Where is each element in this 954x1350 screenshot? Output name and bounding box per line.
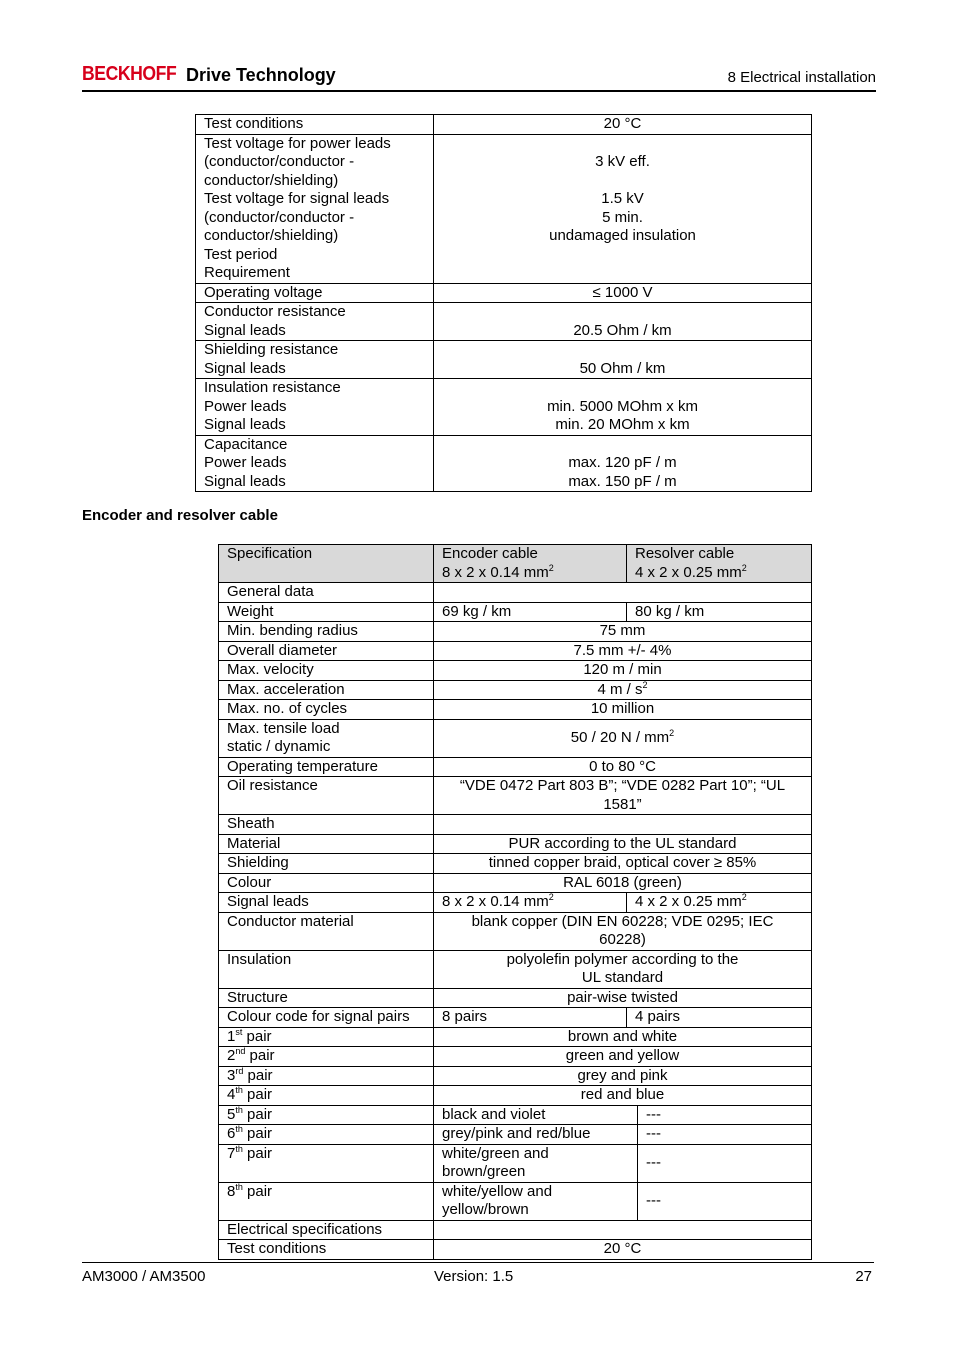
table-row bbox=[219, 815, 812, 835]
table-cell bbox=[434, 379, 812, 436]
table-cell: PUR according to the UL standard bbox=[434, 834, 812, 854]
cell-text: 2 bbox=[227, 1047, 236, 1064]
table-row bbox=[219, 641, 812, 661]
table-cell: 20.5 Ohm / km bbox=[434, 303, 812, 341]
cell-line: Signal leads bbox=[204, 359, 286, 377]
table-cell: --- bbox=[638, 1182, 812, 1220]
cell-text: 8 x 2 x 0.14 mm bbox=[442, 893, 549, 910]
table-cell bbox=[219, 1105, 434, 1125]
page-number: 27 bbox=[855, 1268, 872, 1285]
cell-line: yellow/brown bbox=[442, 1201, 529, 1218]
table-row bbox=[219, 950, 812, 988]
table-cell: 0 to 80 °C bbox=[434, 757, 812, 777]
superscript: th bbox=[235, 1124, 243, 1134]
cell-text: 50 / 20 N / mm bbox=[570, 728, 670, 746]
superscript: th bbox=[235, 1181, 243, 1192]
table-cell: Test conditions bbox=[219, 1240, 434, 1260]
table-cell: 69 kg / km bbox=[434, 602, 627, 622]
cell-text: pair bbox=[247, 1105, 273, 1123]
table-row bbox=[219, 1027, 812, 1047]
table-cell: 8 pairs bbox=[434, 1008, 627, 1028]
table-row bbox=[196, 115, 812, 135]
table-row bbox=[196, 134, 812, 283]
table-cell: 120 m / min bbox=[434, 661, 812, 681]
table-cell: 20 °C bbox=[434, 115, 812, 135]
superscript: 2 bbox=[642, 679, 648, 690]
table-cell: Sheath bbox=[219, 815, 434, 835]
cell-line: Power leads bbox=[204, 397, 287, 415]
cell-line: 1581” bbox=[603, 795, 642, 813]
cell-text: pair bbox=[247, 1182, 273, 1200]
table-cell: Test conditions bbox=[196, 115, 434, 135]
table-cell bbox=[434, 1220, 812, 1240]
cell-text: pair bbox=[247, 1144, 273, 1162]
table-cell: 10 million bbox=[434, 700, 812, 720]
table-row bbox=[196, 379, 812, 436]
brand-subtitle: Drive Technology bbox=[186, 65, 336, 85]
cell-line: 5 min. bbox=[602, 208, 643, 226]
table-cell bbox=[219, 1066, 434, 1086]
table-cell bbox=[219, 1047, 434, 1067]
table-cell bbox=[219, 719, 434, 757]
table-cell: grey and pink bbox=[434, 1066, 812, 1086]
table-cell: red and blue bbox=[434, 1086, 812, 1106]
cell-text: 7 bbox=[227, 1144, 236, 1162]
table-cell bbox=[434, 950, 812, 988]
cell-text: 1 bbox=[227, 1027, 236, 1045]
table-row bbox=[219, 757, 812, 777]
table-cell bbox=[434, 583, 812, 603]
table-row bbox=[219, 583, 812, 603]
table-cell: Material bbox=[219, 834, 434, 854]
header-cell bbox=[627, 545, 812, 583]
cell-line: Signal leads bbox=[204, 321, 286, 339]
table-cell bbox=[434, 719, 812, 757]
table-row bbox=[219, 661, 812, 681]
superscript: 2 bbox=[741, 562, 747, 573]
table-row bbox=[196, 283, 812, 303]
table-cell: Oil resistance bbox=[219, 777, 434, 815]
cell-line: min. 20 MOhm x km bbox=[555, 416, 690, 433]
table-cell: 80 kg / km bbox=[627, 602, 812, 622]
table-cell bbox=[219, 1027, 434, 1047]
cell-text: 4 x 2 x 0.25 mm bbox=[635, 893, 742, 910]
cell-line: blank copper (DIN EN 60228; VDE 0295; IEC bbox=[471, 912, 774, 930]
cell-line: Conductor resistance bbox=[204, 303, 346, 320]
table-header-row bbox=[219, 545, 812, 583]
cell-line: 60228) bbox=[599, 931, 646, 948]
table-cell bbox=[627, 893, 812, 913]
table-row bbox=[219, 602, 812, 622]
superscript: th bbox=[235, 1104, 243, 1115]
cell-line: Shielding resistance bbox=[204, 341, 339, 358]
table-cell bbox=[434, 777, 812, 815]
cell-text: 4 x 2 x 0.25 mm bbox=[635, 563, 742, 581]
table-row bbox=[196, 341, 812, 379]
cell-line: 3 kV eff. bbox=[595, 153, 650, 170]
cell-line: polyolefin polymer according to the bbox=[506, 950, 739, 968]
table-cell: 50 Ohm / km bbox=[434, 341, 812, 379]
table-row bbox=[219, 622, 812, 642]
table-cell: Max. acceleration bbox=[219, 680, 434, 700]
table-cell bbox=[219, 1182, 434, 1220]
cell-text: 8 bbox=[227, 1182, 236, 1200]
table-cell: RAL 6018 (green) bbox=[434, 873, 812, 893]
cell-text: 5 bbox=[227, 1105, 236, 1123]
table-cell bbox=[434, 680, 812, 700]
cell-line: UL standard bbox=[581, 969, 664, 986]
cell-line: undamaged insulation bbox=[549, 227, 696, 244]
table-cell bbox=[434, 134, 812, 283]
table-cell bbox=[219, 1086, 434, 1106]
table-cell bbox=[219, 1125, 434, 1145]
section-title: Encoder and resolver cable bbox=[82, 507, 278, 524]
superscript: nd bbox=[235, 1046, 246, 1056]
footer-product: AM3000 / AM3500 bbox=[82, 1268, 206, 1285]
table-row bbox=[219, 700, 812, 720]
table-cell: General data bbox=[219, 583, 434, 603]
cell-line: Encoder cable bbox=[442, 545, 538, 562]
cell-line: max. 120 pF / m bbox=[568, 454, 677, 471]
table-cell: pair-wise twisted bbox=[434, 988, 812, 1008]
table-cell: Operating temperature bbox=[219, 757, 434, 777]
cell-line: “VDE 0472 Part 803 B”; “VDE 0282 Part 10”; “UL bbox=[459, 777, 786, 794]
cell-text: pair bbox=[247, 1086, 273, 1103]
table-cell bbox=[196, 379, 434, 436]
table-row bbox=[196, 435, 812, 492]
table-row bbox=[219, 1105, 812, 1125]
table-cell bbox=[434, 1182, 638, 1220]
page-footer bbox=[82, 1262, 874, 1285]
cell-line: (conductor/conductor - bbox=[204, 208, 355, 226]
cell-line: 1.5 kV bbox=[601, 190, 644, 207]
table-cell: tinned copper braid, optical cover ≥ 85% bbox=[434, 854, 812, 874]
superscript: rd bbox=[235, 1065, 244, 1076]
cell-line: Capacitance bbox=[204, 435, 288, 453]
table-cell: Max. velocity bbox=[219, 661, 434, 681]
table-row bbox=[219, 1066, 812, 1086]
footer-version: Version: 1.5 bbox=[434, 1268, 514, 1285]
table-cell: Signal leads bbox=[219, 893, 434, 913]
superscript: 2 bbox=[669, 727, 675, 738]
table-cell: Shielding bbox=[219, 854, 434, 874]
cell-text: 6 bbox=[227, 1125, 236, 1142]
table-row bbox=[219, 873, 812, 893]
cell-line: max. 150 pF / m bbox=[568, 472, 677, 490]
cell-line: (conductor/conductor - bbox=[204, 153, 355, 170]
cell-text: pair bbox=[246, 1027, 272, 1045]
cell-line: conductor/shielding) bbox=[204, 227, 339, 244]
table-row bbox=[219, 893, 812, 913]
test-spec-table bbox=[195, 114, 812, 492]
beckhoff-logo: BECKHOFF bbox=[82, 63, 177, 85]
table-cell: grey/pink and red/blue bbox=[434, 1125, 638, 1145]
table-cell: 75 mm bbox=[434, 622, 812, 642]
table-cell bbox=[434, 815, 812, 835]
cell-line: Signal leads bbox=[204, 472, 286, 490]
table-cell: Operating voltage bbox=[196, 283, 434, 303]
superscript: 2 bbox=[548, 892, 554, 902]
table-cell: --- bbox=[638, 1144, 812, 1182]
cell-text: 4 bbox=[227, 1086, 236, 1103]
cell-line: Test voltage for power leads bbox=[204, 134, 391, 152]
table-row bbox=[219, 1086, 812, 1106]
superscript: st bbox=[235, 1026, 243, 1037]
cell-line: min. 5000 MOhm x km bbox=[547, 397, 698, 415]
table-cell: 20 °C bbox=[434, 1240, 812, 1260]
table-row bbox=[219, 719, 812, 757]
header-cell bbox=[434, 545, 627, 583]
table-cell: 7.5 mm +/- 4% bbox=[434, 641, 812, 661]
cell-line: Resolver cable bbox=[635, 545, 735, 562]
cell-line: conductor/shielding) bbox=[204, 171, 339, 189]
table-cell: Conductor material bbox=[219, 912, 434, 950]
page-header bbox=[82, 60, 876, 92]
superscript: th bbox=[235, 1143, 243, 1154]
table-cell: Min. bending radius bbox=[219, 622, 434, 642]
table-cell: Weight bbox=[219, 602, 434, 622]
table-cell: Structure bbox=[219, 988, 434, 1008]
cell-line: static / dynamic bbox=[227, 738, 331, 755]
cell-line: brown/green bbox=[442, 1163, 526, 1180]
cell-line: Insulation resistance bbox=[204, 379, 341, 396]
table-cell: Overall diameter bbox=[219, 641, 434, 661]
table-row bbox=[219, 1047, 812, 1067]
cell-line: Signal leads bbox=[204, 416, 286, 433]
cell-line: Power leads bbox=[204, 454, 287, 471]
table-cell bbox=[219, 1144, 434, 1182]
table-cell: green and yellow bbox=[434, 1047, 812, 1067]
cell-text: 8 x 2 x 0.14 mm bbox=[442, 563, 549, 581]
table-cell bbox=[434, 435, 812, 492]
cell-line: Test voltage for signal leads bbox=[204, 190, 390, 207]
table-row bbox=[219, 988, 812, 1008]
table-cell: Max. no. of cycles bbox=[219, 700, 434, 720]
table-cell bbox=[434, 1144, 638, 1182]
table-row bbox=[219, 1240, 812, 1260]
table-cell: --- bbox=[638, 1105, 812, 1125]
cell-line: white/green and bbox=[442, 1144, 549, 1162]
table-cell bbox=[434, 893, 627, 913]
table-row bbox=[219, 1125, 812, 1145]
superscript: 2 bbox=[548, 562, 554, 573]
superscript: th bbox=[235, 1085, 243, 1095]
table-row bbox=[219, 854, 812, 874]
cell-line: Requirement bbox=[204, 264, 290, 281]
table-row bbox=[219, 680, 812, 700]
table-cell bbox=[196, 303, 434, 341]
table-row bbox=[219, 912, 812, 950]
table-cell: Electrical specifications bbox=[219, 1220, 434, 1240]
table-row bbox=[219, 834, 812, 854]
table-cell: brown and white bbox=[434, 1027, 812, 1047]
cell-line: white/yellow and bbox=[442, 1182, 553, 1200]
cell-line bbox=[635, 564, 803, 583]
table-row bbox=[219, 1008, 812, 1028]
table-cell: 4 pairs bbox=[627, 1008, 812, 1028]
cell-line bbox=[442, 564, 618, 583]
table-cell bbox=[196, 435, 434, 492]
superscript: 2 bbox=[741, 892, 747, 902]
table-row bbox=[196, 303, 812, 341]
table-cell: black and violet bbox=[434, 1105, 638, 1125]
table-row bbox=[219, 1220, 812, 1240]
table-cell: Colour bbox=[219, 873, 434, 893]
cell-text: pair bbox=[249, 1047, 275, 1064]
table-cell bbox=[196, 134, 434, 283]
table-cell: Colour code for signal pairs bbox=[219, 1008, 434, 1028]
table-cell: ≤ 1000 V bbox=[434, 283, 812, 303]
table-cell: Insulation bbox=[219, 950, 434, 988]
chapter-title: 8 Electrical installation bbox=[727, 69, 876, 86]
table-row bbox=[219, 1144, 812, 1182]
table-cell: --- bbox=[638, 1125, 812, 1145]
table-row bbox=[219, 777, 812, 815]
table-row bbox=[219, 1182, 812, 1220]
cell-text: pair bbox=[247, 1125, 273, 1142]
cell-text: 4 m / s bbox=[597, 680, 643, 698]
table-cell bbox=[434, 912, 812, 950]
cell-line: Test period bbox=[204, 245, 278, 263]
encoder-resolver-table bbox=[218, 544, 812, 1260]
cell-line: Max. tensile load bbox=[227, 719, 340, 737]
cell-text: pair bbox=[247, 1066, 273, 1084]
header-cell: Specification bbox=[219, 545, 434, 583]
cell-text: 3 bbox=[227, 1066, 236, 1084]
table-cell bbox=[196, 341, 434, 379]
